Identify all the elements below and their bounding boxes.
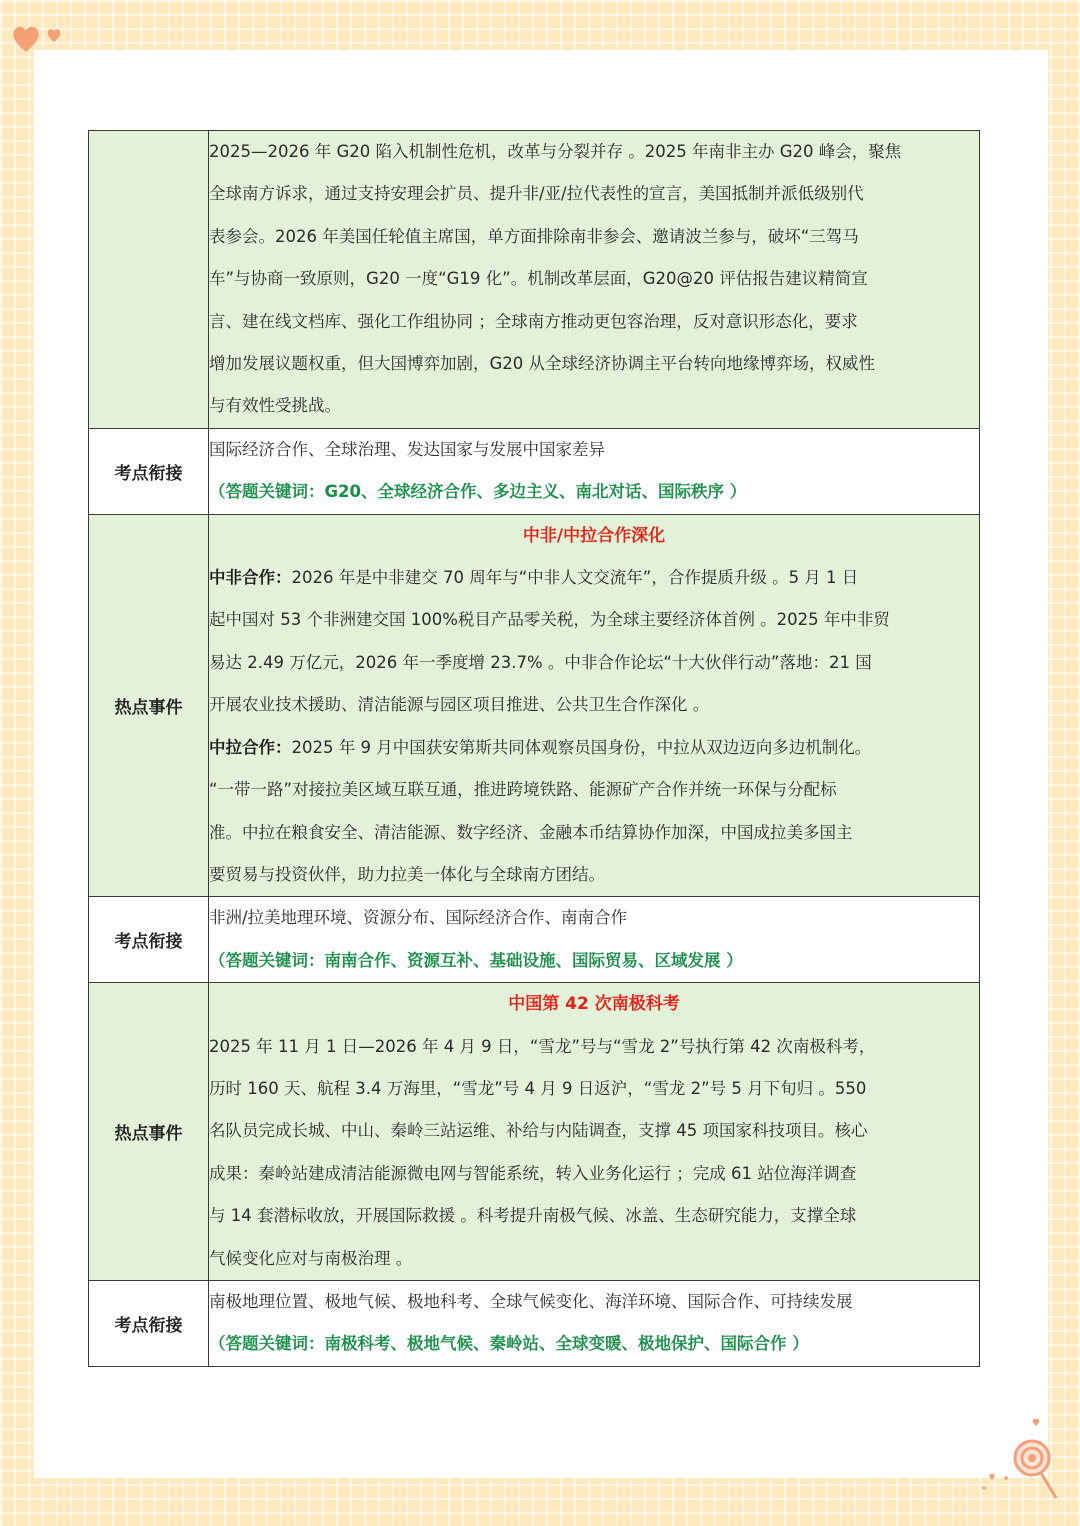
topic-text: 非洲/拉美地理环境、资源分布、国际经济合作、南南合作 bbox=[209, 908, 628, 928]
text-line: “一带一路”对接拉美区域互联互通，推进跨境铁路、能源矿产合作并统一环保与分配标 bbox=[209, 780, 837, 800]
link-content bbox=[209, 897, 980, 983]
text-line bbox=[209, 727, 979, 769]
lead-text: 2026 年是中非建交 70 周年与“中非人文交流年”，合作提质升级 。5 月 1 日 bbox=[291, 568, 859, 588]
event-title: 中国第 42 次南极科考 bbox=[508, 994, 680, 1015]
text-line bbox=[209, 557, 979, 599]
g20-content bbox=[209, 131, 980, 429]
hot-topics-table bbox=[88, 130, 980, 1367]
row-label-kaodian: 考点衔接 bbox=[89, 428, 209, 514]
text-line: 成果：秦岭站建成清洁能源微电网与智能系统，转入业务化运行 ；完成 61 站位海洋调查 bbox=[209, 1163, 857, 1183]
row-label-empty bbox=[89, 131, 209, 429]
lollipop-icon bbox=[976, 1418, 1066, 1508]
text-line: 易达 2.49 万亿元，2026 年一季度增 23.7% 。中非合作论坛“十大伙伴行动”落地：21 国 bbox=[209, 652, 872, 672]
topic-text: 南极地理位置、极地气候、极地科考、全球气候变化、海洋环境、国际合作、可持续发展 bbox=[209, 1291, 853, 1311]
answer-keywords: （答题关键词：G20、全球经济合作、多边主义、南北对话、国际秩序 ） bbox=[209, 482, 747, 502]
text-line: 气候变化应对与南极治理 。 bbox=[209, 1248, 413, 1268]
row-label-kaodian: 考点衔接 bbox=[89, 897, 209, 983]
text-line: 历时 160 天、航程 3.4 万海里，“雪龙”号 4 月 9 日返沪，“雪龙 2”号 5 月下旬归 。550 bbox=[209, 1078, 867, 1098]
heart-icon bbox=[10, 22, 66, 56]
text-line: 开展农业技术援助、清洁能源与园区项目推进、公共卫生合作深化 。 bbox=[209, 695, 710, 715]
link-content bbox=[209, 1280, 980, 1366]
text-line: 与 14 套潜标收放，开展国际救援 。科考提升南极气候、冰盖、生态研究能力，支撑全球 bbox=[209, 1206, 857, 1226]
text-line: 与有效性受挑战。 bbox=[209, 396, 341, 416]
text-line: 起中国对 53 个非洲建交国 100%税目产品零关税，为全球主要经济体首例 。2025 年中非贸 bbox=[209, 610, 890, 630]
lead-label: 中拉合作： bbox=[209, 737, 292, 757]
answer-keywords: （答题关键词：南南合作、资源互补、基础设施、国际贸易、区域发展 ） bbox=[209, 950, 743, 970]
text-line: 车”与协商一致原则，G20 一度“G19 化”。机制改革层面，G20@20 评估报告建议精简宣 bbox=[209, 269, 868, 289]
row-label-kaodian: 考点衔接 bbox=[89, 1280, 209, 1366]
lead-text: 2025 年 9 月中国获安第斯共同体观察员国身份，中拉从双边迈向多边机制化。 bbox=[291, 737, 872, 757]
link-content bbox=[209, 428, 980, 514]
text-line: 2025—2026 年 G20 陷入机制性危机，改革与分裂并存 。2025 年南非主办 G20 峰会，聚焦 bbox=[209, 142, 902, 161]
text-line: 表参会。2026 年美国任轮值主席国，单方面排除南非参会、邀请波兰参与，破坏“三驾马 bbox=[209, 226, 859, 246]
table-row-link-g20 bbox=[89, 428, 980, 514]
table-row-g20 bbox=[89, 131, 980, 429]
lead-label: 中非合作： bbox=[209, 568, 292, 588]
text-line: 全球南方诉求，通过支持安理会扩员、提升非/亚/拉代表性的宣言，美国抵制并派低级别代 bbox=[209, 184, 864, 204]
table-row-china-africa-latam bbox=[89, 514, 980, 897]
text-line: 要贸易与投资伙伴，助力拉美一体化与全球南方团结。 bbox=[209, 864, 605, 884]
row-label-hot-event: 热点事件 bbox=[89, 514, 209, 897]
answer-keywords: （答题关键词：南极科考、极地气候、秦岭站、全球变暖、极地保护、国际合作 ） bbox=[209, 1334, 809, 1354]
text-line: 名队员完成长城、中山、秦岭三站运维、补给与内陆调查，支撑 45 项国家科技项目。核心 bbox=[209, 1121, 868, 1141]
text-line: 增加发展议题权重，但大国博弈加剧，G20 从全球经济协调主平台转向地缘博弈场，权威性 bbox=[209, 354, 876, 374]
table-row-link-antarctic bbox=[89, 1280, 980, 1366]
event-content bbox=[209, 983, 980, 1281]
text-line: 言、建在线文档库、强化工作组协同 ；全球南方推动更包容治理，反对意识形态化，要求 bbox=[209, 311, 858, 331]
table-row-link-africa-latam bbox=[89, 897, 980, 983]
table-row-antarctic bbox=[89, 983, 980, 1281]
text-line: 2025 年 11 月 1 日—2026 年 4 月 9 日，“雪龙”号与“雪龙 2”号执行第 42 次南极科考， bbox=[209, 1036, 876, 1056]
text-line: 准。中拉在粮食安全、清洁能源、数字经济、金融本币结算协作加深，中国成拉美多国主 bbox=[209, 822, 853, 842]
topic-text: 国际经济合作、全球治理、发达国家与发展中国家差异 bbox=[209, 439, 605, 459]
event-content bbox=[209, 514, 980, 897]
event-title: 中非/中拉合作深化 bbox=[522, 525, 666, 546]
row-label-hot-event: 热点事件 bbox=[89, 983, 209, 1281]
